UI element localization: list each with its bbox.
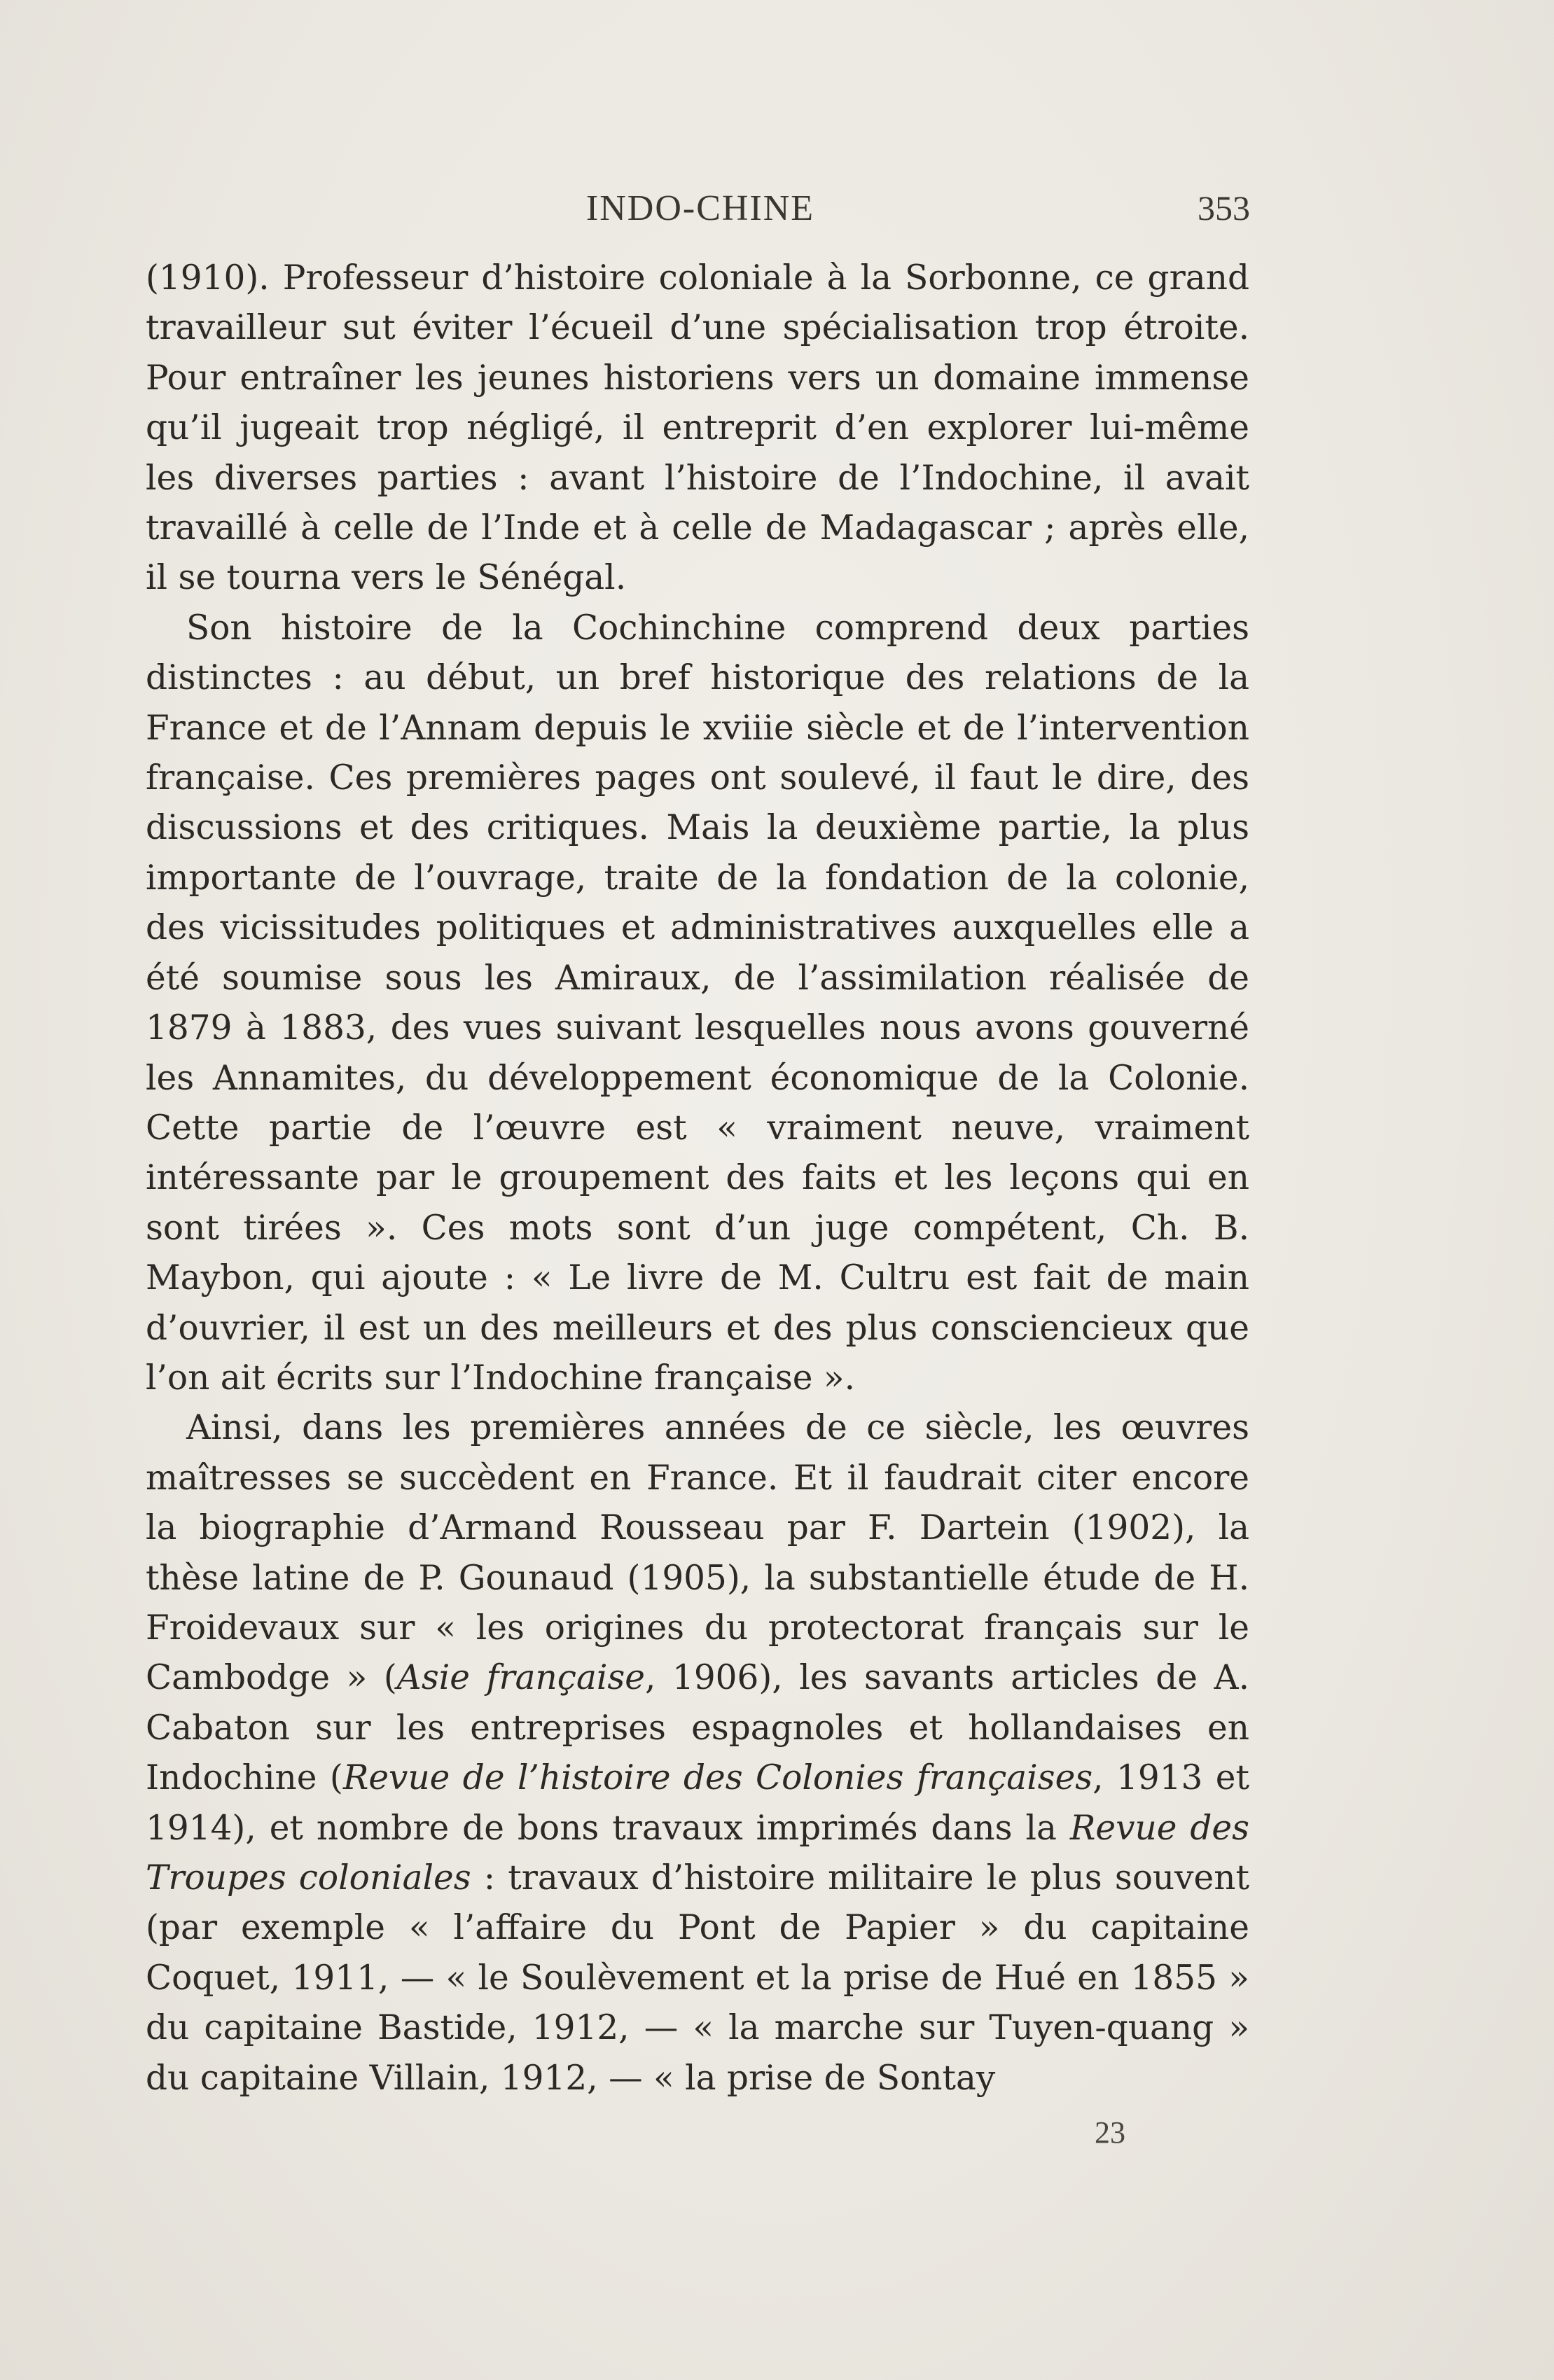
journal-title-revue-histoire-colonies: Revue de l’histoire des Colonies françaises: [342, 1758, 1093, 1798]
body-text: [146, 253, 1249, 2103]
paragraph-3-text-3: , 1913 et 1914), et nombre de bons travaux imprimés dans la: [146, 1758, 1249, 1848]
page-number: 353: [1198, 188, 1250, 228]
journal-title-asie-francaise: Asie française: [396, 1658, 645, 1698]
paragraph-3-text-4: : travaux d’histoire militaire le plus souvent (par exemple « l’affaire du Pont de Papier » du capitaine Coquet, 1911, — « le Soulèvement et la prise de Hué en 1855 » du capitaine Bastide, 1912, — « la marche sur Tuyen-quang » du capitaine Villain, 1912, — « la prise de Sontay: [146, 1858, 1249, 2098]
paragraph-3: [146, 1403, 1249, 2103]
running-title: INDO-CHINE: [585, 188, 815, 228]
page-header: [151, 188, 1250, 237]
signature-mark: 23: [1095, 2115, 1125, 2150]
paragraph-2: Son histoire de la Cochinchine comprend deux parties distinctes : au début, un bref historique des relations de la France et de l’Annam depuis le xviiie siècle et de l’intervention française. Ces premières pages ont soulevé, il faut le dire, des discussions et des critiques. Mais la deuxième partie, la plus importante de l’ouvrage, traite de la fondation de la colonie, des vicissitudes politiques et administratives auxquelles elle a été soumise sous les Amiraux, de l’assimilation réalisée de 1879 à 1883, des vues suivant lesquelles nous avons gouverné les Annamites, du développement économique de la Colonie. Cette partie de l’œuvre est « vraiment neuve, vraiment intéressante par le groupement des faits et les leçons qui en sont tirées ». Ces mots sont d’un juge compétent, Ch. B. Maybon, qui ajoute : « Le livre de M. Cultru est fait de main d’ouvrier, il est un des meilleurs et des plus consciencieux que l’on ait écrits sur l’Indochine française ».: [146, 608, 1249, 1398]
paragraph-1: (1910). Professeur d’histoire coloniale à la Sorbonne, ce grand travailleur sut éviter l’écueil d’une spécialisation trop étroite. Pour entraîner les jeunes historiens vers un domaine immense qu’il jugeait trop négligé, il entreprit d’en explorer lui-même les diverses parties : avant l’histoire de l’Indochine, il avait travaillé à celle de l’Inde et à celle de Madagascar ; après elle, il se tourna vers le Sénégal.: [146, 258, 1249, 598]
paragraph-3-text-2: , 1906), les savants articles de A. Cabaton sur les entreprises espagnoles et hollandaises en Indochine (: [146, 1658, 1249, 1798]
journal-title-revue-troupes-coloniales: Revue des Troupes coloniales: [146, 1808, 1249, 1898]
paragraph-3-text-1: Ainsi, dans les premières années de ce siècle, les œuvres maîtresses se succèdent en France. Et il faudrait citer encore la biographie d’Armand Rousseau par F. Dartein (1902), la thèse latine de P. Gounaud (1905), la substantielle étude de H. Froidevaux sur « les origines du protectorat français sur le Cambodge » (: [146, 1408, 1249, 1698]
